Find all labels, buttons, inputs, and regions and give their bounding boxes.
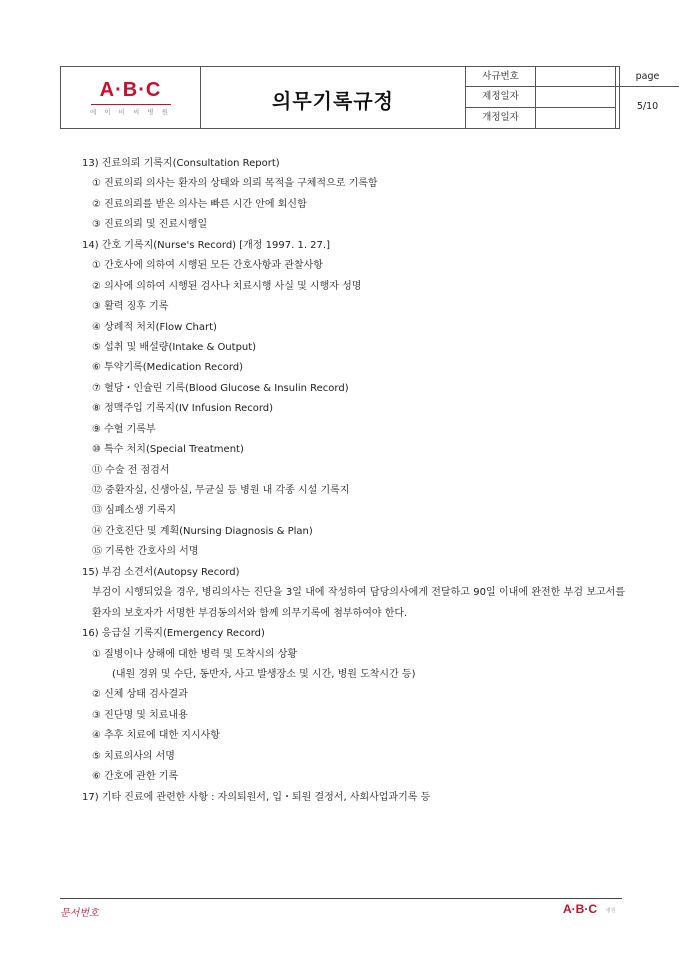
paragraph: 부검이 시행되었을 경우, 병리의사는 진단을 3일 내에 작성하여 담당의사에게 전달하고 90일 이내에 완전한 부검 보고서를 환자의 보호자가 서명한 부검동의서와 함께 의무기록에 첨부하여야 한다. [92, 587, 625, 619]
list-item: ⑬ 심폐소생 기록지 [92, 505, 176, 517]
page-number: 5/10 [636, 101, 659, 113]
list-item: ③ 진단명 및 치료내용 [92, 709, 188, 721]
logo-text: A·B·C [99, 79, 162, 101]
meta-label-regulation-number: 사규번호 [466, 67, 536, 87]
list-item: ⑤ 섭취 및 배설량(Intake & Output) [92, 341, 257, 353]
list-item: ⑭ 간호진단 및 계획(Nursing Diagnosis & Plan) [92, 525, 313, 537]
list-item: ② 의사에 의하여 시행된 검사나 치료시행 사실 및 시행자 성명 [92, 280, 362, 292]
logo-underline [91, 104, 171, 105]
document-title: 의무기록규정 [272, 89, 394, 113]
list-item: ③ 진료의뢰 및 진료시행일 [92, 219, 208, 231]
list-item: ⑦ 혈당・인슐린 기록(Blood Glucose & Insulin Record) [92, 382, 349, 394]
footer-logo-subtitle: 병원 [606, 908, 616, 914]
list-item: ⑩ 특수 처치(Special Treatment) [92, 444, 244, 456]
logo-subtitle: 에 이 비 씨 병 원 [89, 108, 171, 116]
meta-label-revision-date: 개정일자 [466, 108, 536, 128]
section-heading: 16) 응급실 기록지(Emergency Record) [82, 628, 265, 640]
list-item: ④ 추후 치료에 대한 지시사항 [92, 730, 220, 742]
list-item: ④ 상례적 처치(Flow Chart) [92, 321, 217, 333]
list-item: ② 진료의뢰를 받은 의사는 빠른 시간 안에 회신함 [92, 198, 307, 210]
page-label: page [616, 67, 679, 87]
section-heading: 15) 부검 소견서(Autopsy Record) [82, 566, 240, 578]
list-item: ⑪ 수술 전 점검서 [92, 464, 170, 476]
footer-logo: A·B·C [563, 902, 597, 916]
logo [61, 67, 201, 128]
list-item: ⑧ 정맥주입 기록지(IV Infusion Record) [92, 403, 274, 415]
list-item: ⑥ 투약기록(Medication Record) [92, 362, 244, 374]
section-heading: 13) 진료의뢰 기록지(Consultation Report) [82, 158, 280, 169]
footer-divider [60, 898, 622, 899]
title-cell [201, 67, 466, 128]
meta-label-enactment-date: 제정일자 [466, 87, 536, 107]
list-item: ⑨ 수혈 기록부 [92, 423, 156, 435]
footer-document-number: 문서번호 [60, 908, 99, 919]
document-header [60, 66, 660, 129]
list-item: ① 질병이나 상해에 대한 병력 및 도착시의 상황 [92, 648, 298, 660]
section-heading: 14) 간호 기록지(Nurse's Record) [개정 1997. 1. 27.] [82, 239, 330, 251]
list-item: ③ 활력 징후 기록 [92, 301, 169, 313]
list-item: ① 간호사에 의하여 시행된 모든 간호사항과 관찰사항 [92, 260, 323, 272]
meta-value-regulation-number [536, 67, 616, 87]
meta-value-enactment-date [536, 87, 616, 107]
list-item: ⑮ 기록한 간호사의 서명 [92, 546, 199, 558]
list-item: ② 신체 상태 검사결과 [92, 689, 188, 701]
list-item: ⑤ 치료의사의 서명 [92, 750, 175, 762]
list-item: ① 진료의뢰 의사는 환자의 상태와 의뢰 목적을 구체적으로 기록함 [92, 178, 378, 190]
meta-value-revision-date [536, 108, 616, 128]
list-item-note: (내원 경위 및 수단, 동반자, 사고 발생장소 및 시간, 병원 도착시간 등) [112, 668, 416, 680]
document-body [60, 154, 625, 808]
list-item: ⑫ 중환자실, 신생아실, 무균실 등 병원 내 각종 시설 기록지 [92, 485, 350, 496]
section-heading: 17) 기타 진료에 관련한 사항 : 자의퇴원서, 입・퇴원 결정서, 사회사업과기록 등 [82, 791, 431, 803]
list-item: ⑥ 간호에 관한 기록 [92, 771, 179, 783]
